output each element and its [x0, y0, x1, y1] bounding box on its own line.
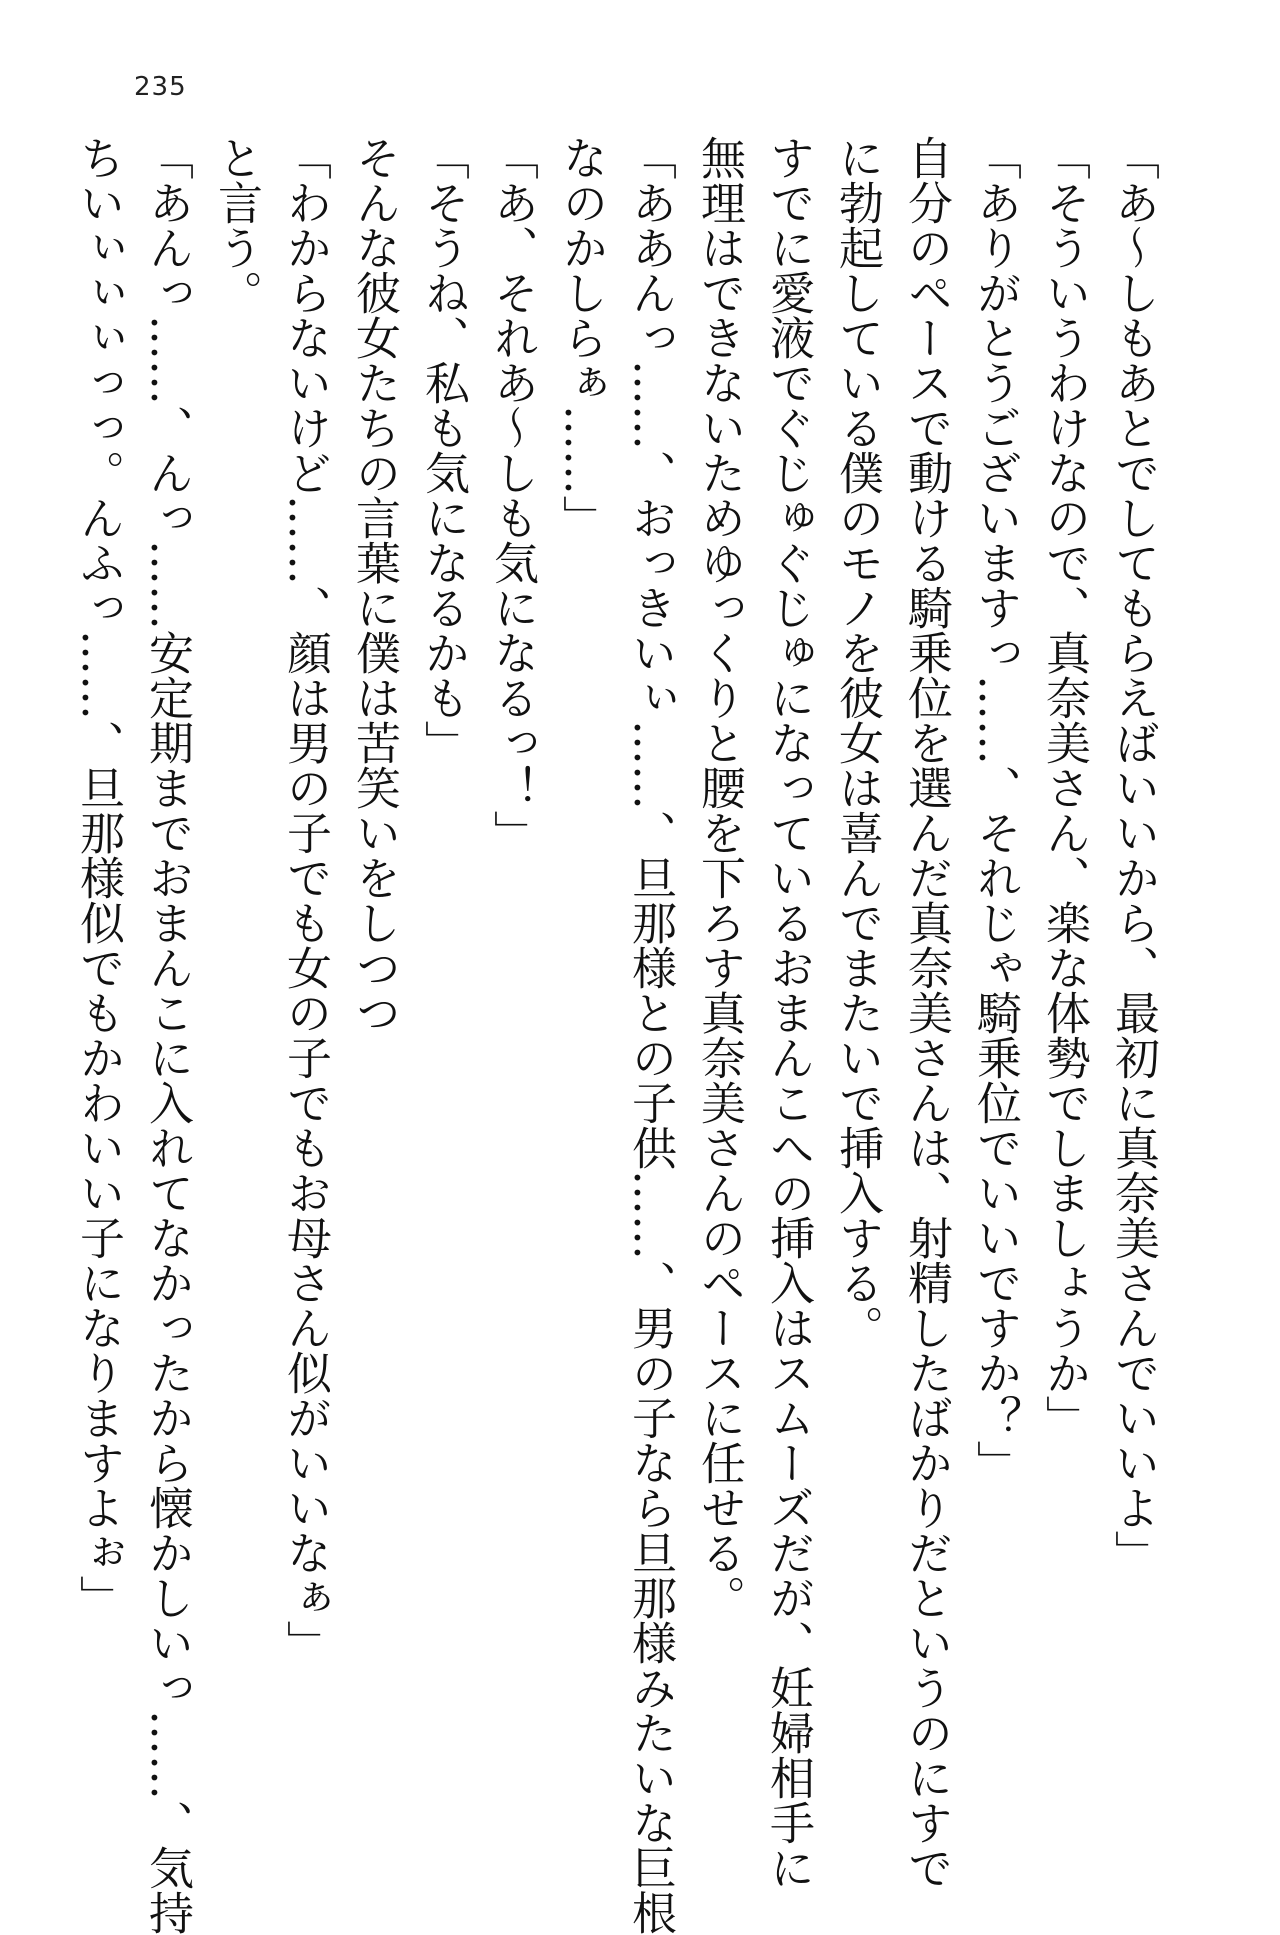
text-line: 「あ〜しもあとでしてもらえばいいから、最初に真奈美さんでいいよ」: [1107, 135, 1160, 1575]
text-line: 「わからないけど……、顔は男の子でも女の子でもお母さん似がいいなぁ」: [279, 135, 332, 1665]
text-line: そんな彼女たちの言葉に僕は苦笑いをしつつ: [348, 135, 401, 1035]
text-line: 「あんっ……、んっ……安定期までおまんこに入れてなかったから懐かしいっ……、気持: [141, 135, 194, 1935]
text-line: に勃起している僕のモノを彼女は喜んでまたいで挿入する。: [831, 135, 884, 1350]
text-line: 「そういうわけなので、真奈美さん、楽な体勢でしましょうか」: [1038, 135, 1091, 1440]
text-line: 「ああんっ……、おっきいぃ……、旦那様との子供……、男の子なら旦那様みたいな巨根: [624, 135, 677, 1935]
vertical-text-body: [64, 135, 1168, 1935]
text-line: 無理はできないためゆっくりと腰を下ろす真奈美さんのペースに任せる。: [693, 135, 746, 1620]
text-line: なのかしらぁ……」: [555, 135, 608, 540]
text-line: 「ありがとうございますっ……、それじゃ騎乗位でいいですか？」: [969, 135, 1022, 1485]
text-line: すでに愛液でぐじゅぐじゅになっているおまんこへの挿入はスムーズだが、妊婦相手に: [762, 135, 815, 1890]
page-number: 235: [134, 72, 187, 102]
text-line: 「そうね、私も気になるかも」: [417, 135, 470, 765]
text-line: ちいぃぃぃっっ。んふっ……、旦那様似でもかわいい子になりますよぉ」: [72, 135, 125, 1620]
text-line: 「あ、それあ〜しも気になるっ！」: [486, 135, 539, 855]
text-line: 自分のペースで動ける騎乗位を選んだ真奈美さんは、射精したばかりだというのにすで: [900, 135, 953, 1890]
text-line: と言う。: [210, 135, 263, 315]
